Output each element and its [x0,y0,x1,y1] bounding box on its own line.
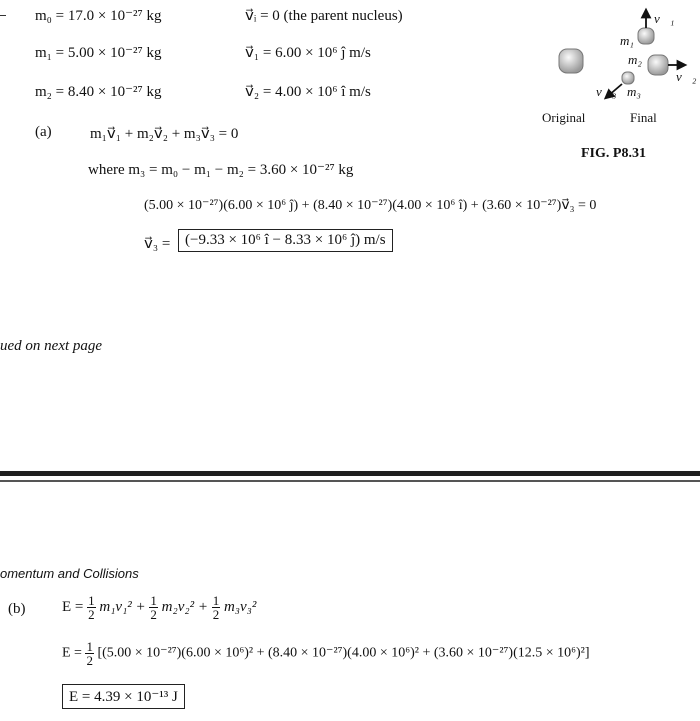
half-num-2: 1 [150,593,157,608]
fig-label-m2: m₂ [628,52,642,67]
fig-label-v2: v⃗₂ [676,69,697,84]
half-den-1: 2 [88,607,95,622]
figure-caption: FIG. P8.31 [581,146,646,161]
part-b-eq1-lhs: E = [62,598,84,615]
part-b-eq2 [62,640,590,667]
part-a-result-box: (−9.33 × 10⁶ î − 8.33 × 10⁶ ĵ) m/s [178,229,393,252]
part-b-eq2-lhs: E = [62,645,82,661]
part-b-eq1 [62,594,256,621]
continued-note: ued on next page [0,338,103,354]
half-fraction-1 [87,594,96,621]
original-nucleus [559,49,583,73]
half-num-1: 1 [88,593,95,608]
half-fraction-4 [85,640,94,667]
given-v2: v⃗₂ = 4.00 × 10⁶ î m/s [245,84,371,100]
page-divider-thick [0,471,700,476]
half-den-2: 2 [150,607,157,622]
part-a-eq3: (5.00 × 10⁻²⁷)(6.00 × 10⁶ ĵ) + (8.40 × 10⁻²⁷)(4.00 × 10⁶ î) + (3.60 × 10⁻²⁷)v⃗₃ = 0 [144,198,597,213]
page-divider-thin [0,480,700,482]
given-m0: m₀ = 17.0 × 10⁻²⁷ kg [35,8,162,24]
part-a-eq2: where m₃ = m₀ − m₁ − m₂ = 3.60 × 10⁻²⁷ kg [88,162,354,178]
half-num-3: 1 [212,593,220,608]
fragment-m2 [648,55,668,75]
given-m1: m₁ = 5.00 × 10⁻²⁷ kg [35,45,162,61]
fig-final-label: Final [630,110,657,125]
section-header: omentum and Collisions [0,566,139,581]
half-den-4: 2 [86,653,93,668]
part-b-eq2-body: [(5.00 × 10⁻²⁷)(6.00 × 10⁶)² + (8.40 × 10⁻²⁷)(4.00 × 10⁶)² + (3.60 × 10⁻²⁷)(12.5 × 10⁶)²] [97,645,590,661]
fragment-m1 [638,28,654,44]
part-a-eq1: m₁v⃗₁ + m₂v⃗₂ + m₃v⃗₃ = 0 [90,126,239,142]
fig-label-v3: v⃗₃ [596,84,617,99]
fig-label-v1: v⃗₁ [654,11,675,26]
fragment-m3 [622,72,634,84]
part-b-label: (b) [8,601,26,617]
term-2: m₂v₂² + [161,598,208,615]
fig-original-label: Original [542,110,586,125]
margin-dash [0,15,6,16]
part-a-result-lhs: v⃗₃ = [144,236,171,252]
half-fraction-3 [212,594,221,621]
term-1: m₁v₁² + [99,598,146,615]
term-3: m₃v₃² [223,598,257,615]
given-v1: v⃗₁ = 6.00 × 10⁶ ĵ m/s [245,45,371,61]
half-fraction-2 [149,594,158,621]
part-a-label: (a) [35,124,52,140]
given-m2: m₂ = 8.40 × 10⁻²⁷ kg [35,84,162,100]
part-b-result-box: E = 4.39 × 10⁻¹³ J [62,684,185,709]
figure-p8-31 [530,0,700,170]
given-vi: v⃗ᵢ = 0 (the parent nucleus) [245,8,403,24]
half-den-3: 2 [212,607,220,622]
fig-label-m1: m₁ [620,33,634,48]
fig-label-m3: m₃ [627,84,641,99]
half-num-4: 1 [86,639,93,654]
